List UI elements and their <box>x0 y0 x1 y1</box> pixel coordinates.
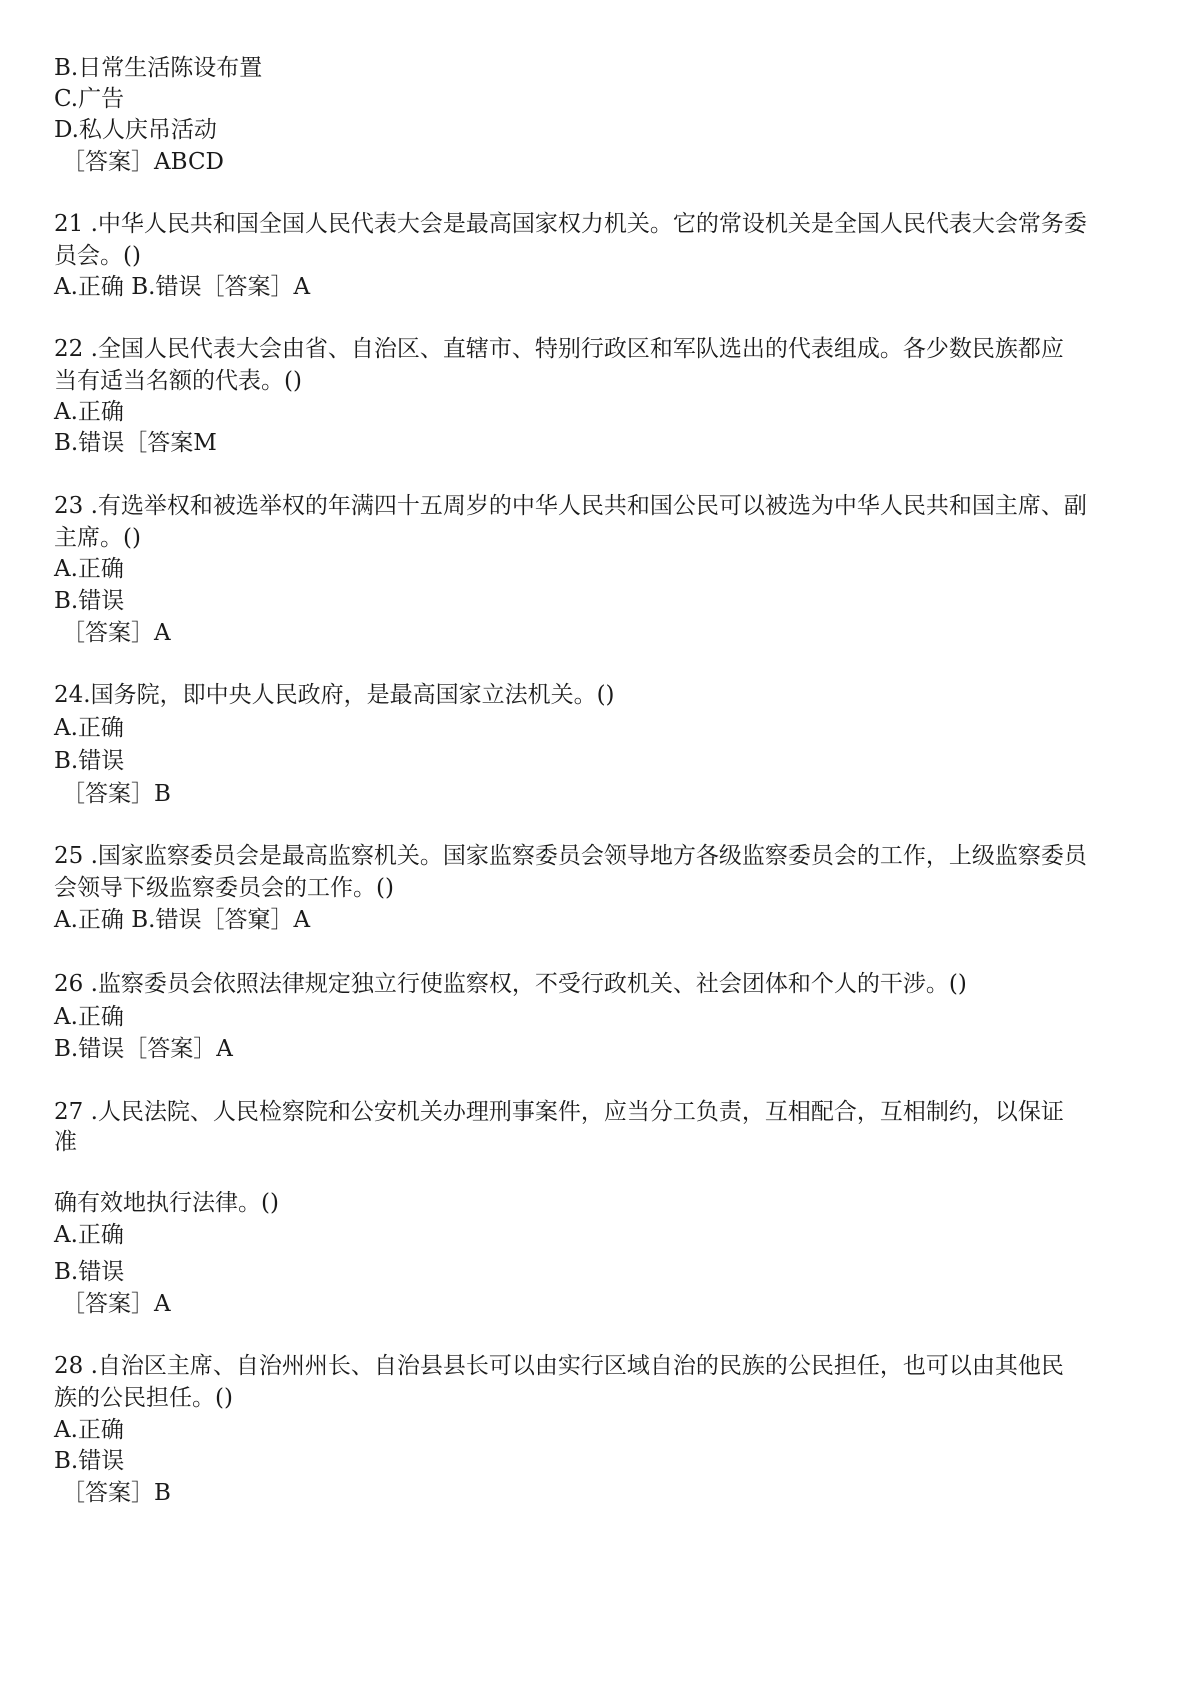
question-22-line1: 22 .全国人民代表大会由省、自治区、直辖市、特别行政区和军队选出的代表组成。各少数民族都应 <box>54 336 1064 362</box>
option-c-q20: C.广告 <box>54 86 125 112</box>
question-27-line1: 27 .人民法院、人民检察院和公安机关办理刑事案件，应当分工负责，互相配合，互相制约，以保证 <box>54 1099 1064 1125</box>
answer-q28: ［答案］B <box>62 1480 171 1506</box>
option-b-q24: B.错误 <box>54 748 125 774</box>
option-b-q20: B.日常生活陈设布置 <box>54 55 263 81</box>
question-28-line2: 族的公民担任。() <box>54 1385 233 1411</box>
answer-q27: ［答案］A <box>62 1291 171 1317</box>
option-b-q28: B.错误 <box>54 1448 125 1474</box>
question-24: 24.国务院，即中央人民政府，是最高国家立法机关。() <box>54 682 615 708</box>
option-b-q27: B.错误 <box>54 1259 125 1285</box>
option-d-q20: D.私人庆吊活动 <box>54 117 217 143</box>
question-27-line3: 确有效地执行法律。() <box>54 1190 279 1216</box>
question-26: 26 .监察委员会依照法律规定独立行使监察权，不受行政机关、社会团体和个人的干涉。() <box>54 971 967 997</box>
question-23-line2: 主席。() <box>54 525 141 551</box>
answer-q24: ［答案］B <box>62 781 171 807</box>
question-28-line1: 28 .自治区主席、自治州州长、自治县县长可以由实行区域自治的民族的公民担任，也可以由其他民 <box>54 1353 1064 1379</box>
question-25-line1: 25 .国家监察委员会是最高监察机关。国家监察委员会领导地方各级监察委员会的工作，上级监察委员 <box>54 843 1087 869</box>
option-a-q26: A.正确 <box>54 1004 124 1030</box>
option-a-q28: A.正确 <box>54 1417 124 1443</box>
options-answer-q25: A.正确 B.错误［答窠］A <box>54 907 311 933</box>
question-25-line2: 会领导下级监察委员会的工作。() <box>54 875 394 901</box>
options-answer-q21: A.正确 B.错误［答案］A <box>54 274 311 300</box>
answer-q20: ［答案］ABCD <box>62 149 224 175</box>
question-22-line2: 当有适当名额的代表。() <box>54 368 302 394</box>
option-a-q24: A.正确 <box>54 715 124 741</box>
option-a-q23: A.正确 <box>54 556 124 582</box>
question-23-line1: 23 .有选举权和被选举权的年满四十五周岁的中华人民共和国公民可以被选为中华人民共和国主席、副 <box>54 493 1087 519</box>
option-a-q22: A.正确 <box>54 399 124 425</box>
option-b-answer-q22: B.错误［答案M <box>54 430 217 456</box>
question-27-line2: 准 <box>54 1129 77 1155</box>
answer-q23: ［答案］A <box>62 620 171 646</box>
option-b-answer-q26: B.错误［答案］A <box>54 1036 233 1062</box>
question-21-line1: 21 .中华人民共和国全国人民代表大会是最高国家权力机关。它的常设机关是全国人民代表大会常务委 <box>54 211 1087 237</box>
option-b-q23: B.错误 <box>54 588 125 614</box>
question-21-line2: 员会。() <box>54 243 141 269</box>
option-a-q27: A.正确 <box>54 1222 124 1248</box>
